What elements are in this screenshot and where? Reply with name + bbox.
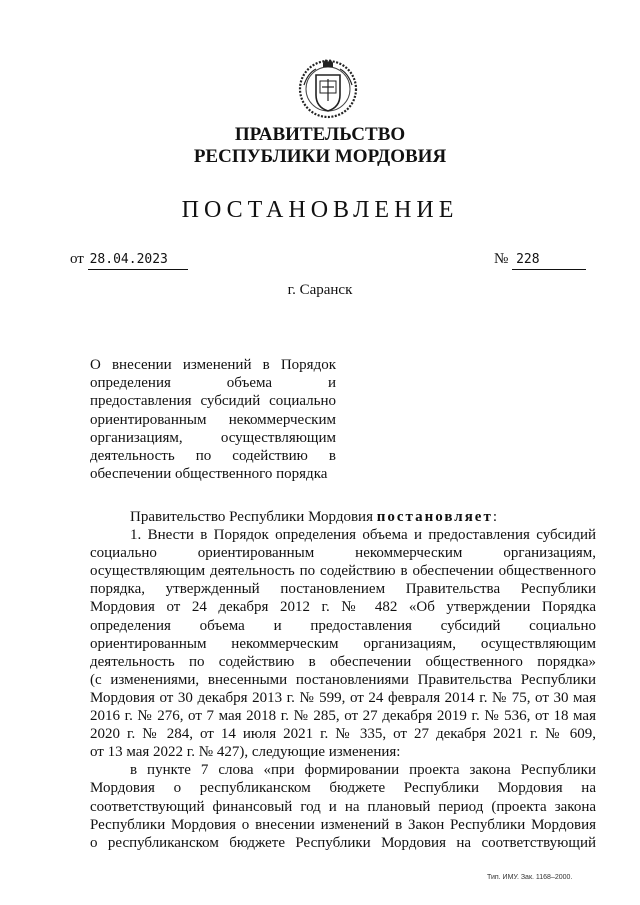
- body-line: Мордовия от 30 декабря 2013 г. № 599, от 24 февраля 2014 г. № 75, от 30 мая: [90, 689, 596, 706]
- coat-of-arms-icon: [296, 55, 360, 121]
- body-line: Республики Мордовия о внесении изменений в Закон Республики Мордовия: [90, 816, 596, 833]
- government-title-line1: ПРАВИТЕЛЬСТВО: [234, 124, 406, 145]
- document-type-heading: ПОСТАНОВЛЕНИЕ: [181, 197, 459, 223]
- number-prefix: №: [494, 251, 509, 267]
- print-info: Тип. ИМУ. Зак. 1168–2000.: [487, 874, 573, 881]
- body-line: определения объема и предоставления субсидий социально: [90, 617, 596, 634]
- subject-line: определения объема и: [90, 375, 336, 392]
- subject-line: организациям, осуществляющим: [90, 429, 336, 446]
- body-line: деятельность по содействию в обеспечении общественного порядка»: [90, 653, 596, 670]
- body-line: социально ориентированным некоммерческим организациям,: [90, 545, 596, 562]
- body-line: (с изменениями, внесенными постановлениями Правительства Республики: [90, 671, 596, 688]
- subject-block: [90, 356, 336, 483]
- number-field: [494, 250, 586, 270]
- date-value: 28.04.2023: [88, 251, 188, 270]
- body-line: о республиканском бюджете Республики Мордовия на соответствующий: [90, 834, 596, 851]
- body-line: осуществляющим деятельность по содействию в обеспечении общественного: [90, 563, 596, 580]
- subject-line: деятельность по содействию в: [90, 448, 336, 465]
- body-line: Мордовия от 24 декабря 2012 г. № 482 «Об утверждении Порядка: [90, 599, 596, 616]
- intro-paragraph: [90, 508, 596, 526]
- body-line: Мордовия о республиканском бюджете Республики Мордовия на: [90, 780, 596, 797]
- subject-line: О внесении изменений в Порядок: [90, 357, 336, 373]
- city-label: г. Саранск: [287, 282, 353, 298]
- body-line: порядка, утвержденный постановлением Правительства Республики: [90, 581, 596, 598]
- body-line: от 13 мая 2022 г. № 427), следующие изменения:: [90, 744, 401, 761]
- number-value: 228: [512, 251, 586, 270]
- subject-line: обеспечении общественного порядка: [90, 466, 328, 483]
- date-field: [70, 250, 188, 270]
- subject-line: предоставления субсидий социально: [90, 393, 336, 410]
- body-line: в пункте 7 слова «при формировании проекта закона Республики: [130, 762, 596, 779]
- body-line: соответствующий финансовый год и на плановый период (проекта закона: [90, 798, 596, 815]
- body-line: 2020 г. № 284, от 14 июля 2021 г. № 335, от 27 декабря 2021 г. № 609,: [90, 726, 596, 743]
- body-line: ориентированным некоммерческим организациям, осуществляющим: [90, 635, 596, 652]
- government-title: [0, 124, 640, 168]
- intro-text: Правительство Республики Мордовия: [130, 509, 373, 525]
- subject-line: ориентированным некоммерческим: [90, 411, 336, 428]
- body-line: 1. Внести в Порядок определения объема и предоставления субсидий: [130, 527, 596, 544]
- intro-spaced-word: постановляет: [376, 509, 493, 525]
- date-prefix: от: [70, 251, 84, 267]
- government-title-line2: РЕСПУБЛИКИ МОРДОВИЯ: [193, 146, 447, 167]
- body-line: 2016 г. № 276, от 7 мая 2018 г. № 285, от 27 декабря 2019 г. № 536, от 18 мая: [90, 708, 596, 725]
- body-text: [90, 508, 596, 852]
- intro-end: :: [492, 509, 498, 525]
